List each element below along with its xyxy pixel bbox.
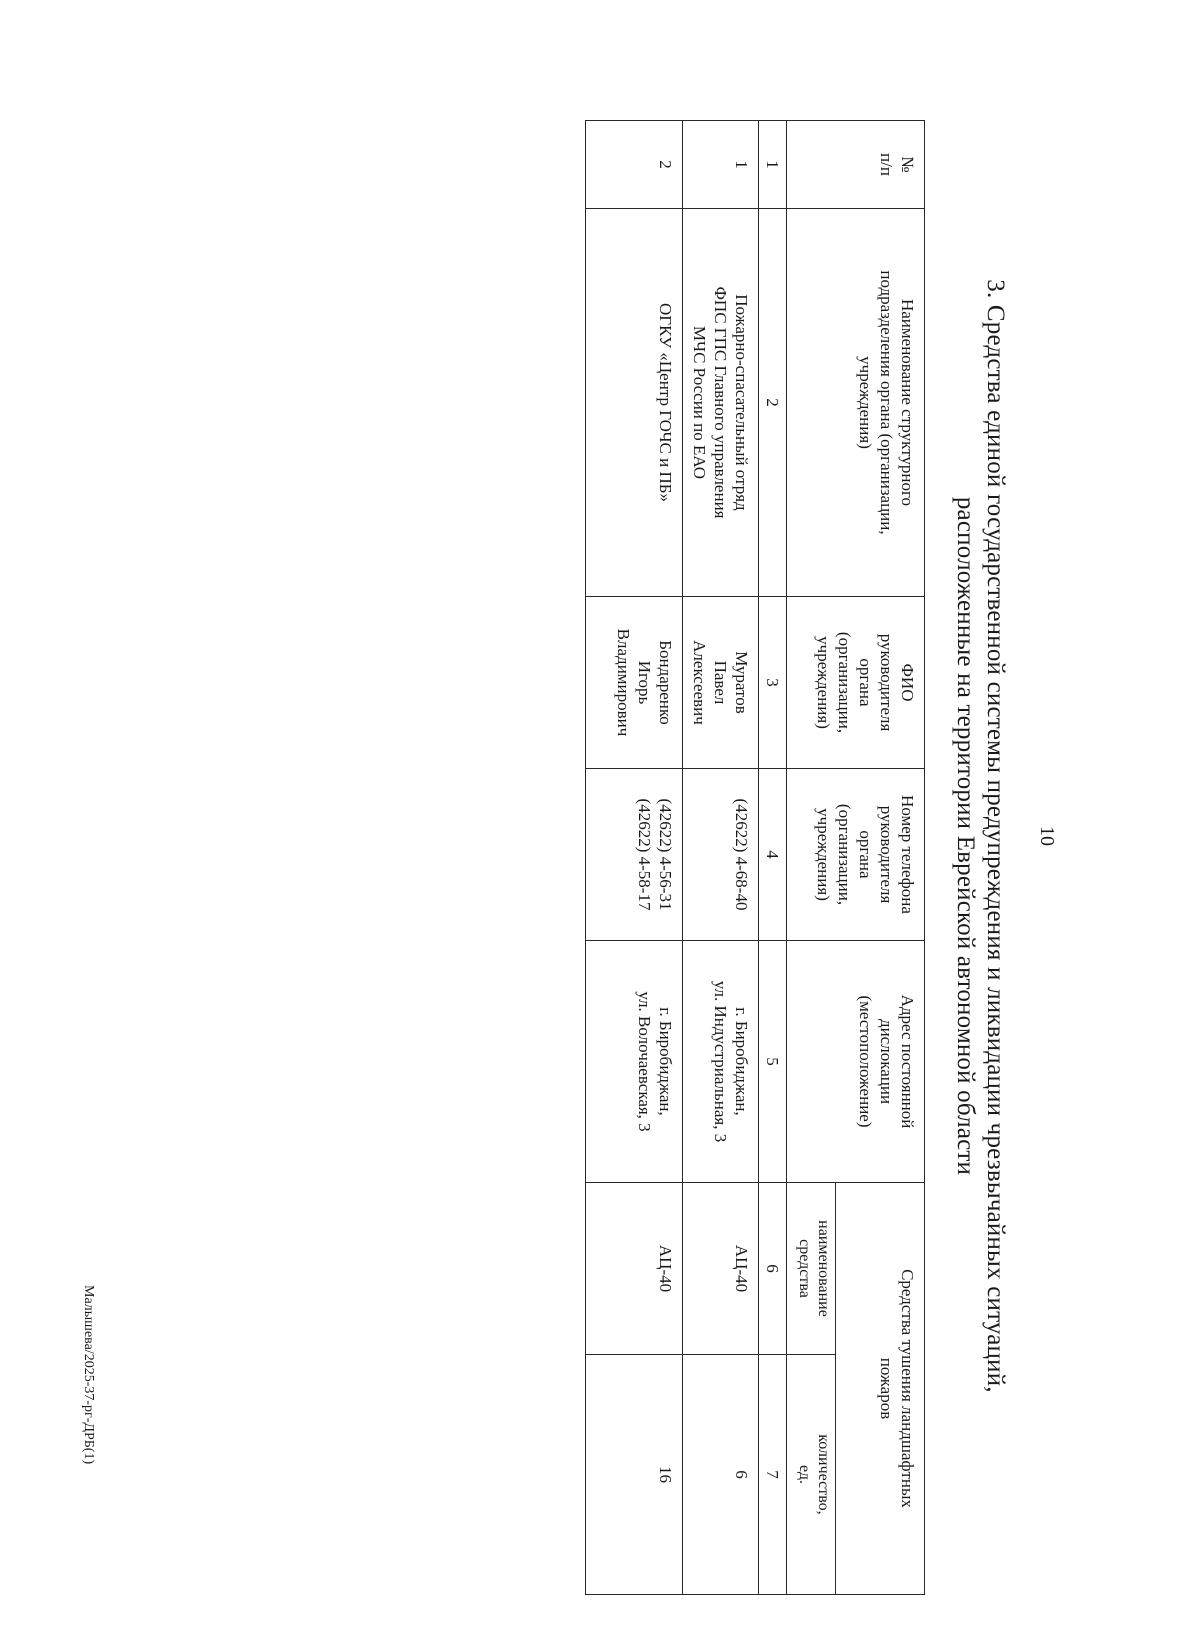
row-means-name: АЦ-40 bbox=[586, 1183, 683, 1355]
row-means-name: АЦ-40 bbox=[683, 1183, 759, 1355]
row-address: г. Биробиджан, ул. Волочаевская, 3 bbox=[586, 941, 683, 1183]
row-num: 2 bbox=[586, 121, 683, 209]
row-org-name: ОГКУ «Центр ГОЧС и ПБ» bbox=[586, 209, 683, 597]
row-num: 1 bbox=[683, 121, 759, 209]
column-number: 7 bbox=[759, 1355, 787, 1595]
row-means-qty: 16 bbox=[586, 1355, 683, 1595]
row-head-fio: Бондаренко Игорь Владимирович bbox=[586, 597, 683, 769]
column-number: 3 bbox=[759, 597, 787, 769]
column-number: 1 bbox=[759, 121, 787, 209]
row-phone: (42622) 4-68-40 bbox=[683, 769, 759, 941]
document-footer-code: Малышева/2025-37-рг-ДРБ(1) bbox=[81, 1285, 96, 1465]
header-address: Адрес постоянной дислокации (местоположение) bbox=[787, 941, 925, 1183]
row-phone: (42622) 4-56-31 (42622) 4-58-17 bbox=[586, 769, 683, 941]
row-means-qty: 6 bbox=[683, 1355, 759, 1595]
row-head-fio: Муратов Павел Алексеевич bbox=[683, 597, 759, 769]
title-line-2: расположенные на территории Еврейской автономной области bbox=[952, 496, 979, 1176]
page-number: 10 bbox=[1036, 826, 1058, 846]
header-org-name: Наименование структурного подразделения органа (организации, учреждения) bbox=[787, 209, 925, 597]
row-org-name: Пожарно-спасательный отряд ФПС ГПС Главного управления МЧС России по ЕАО bbox=[683, 209, 759, 597]
header-means-qty: количество, ед. bbox=[787, 1355, 836, 1595]
header-means-name: наименование средства bbox=[787, 1183, 836, 1355]
column-numbers-row bbox=[759, 121, 787, 1595]
title-line-1: 3. Средства единой государственной системы предупреждения и ликвидации чрезвычайных ситуаций, bbox=[982, 279, 1009, 1393]
table-header-row bbox=[836, 121, 925, 1595]
column-number: 5 bbox=[759, 941, 787, 1183]
section-title bbox=[950, 200, 1010, 1472]
column-number: 2 bbox=[759, 209, 787, 597]
table-row bbox=[586, 121, 683, 1595]
row-address: г. Биробиджан, ул. Индустриальная, 3 bbox=[683, 941, 759, 1183]
header-head-fio: ФИО руководителя органа (организации, учреждения) bbox=[787, 597, 925, 769]
emergency-means-table bbox=[585, 120, 925, 1595]
header-phone: Номер телефона руководителя органа (организации, учреждения) bbox=[787, 769, 925, 941]
column-number: 6 bbox=[759, 1183, 787, 1355]
table-row bbox=[683, 121, 759, 1595]
header-means: Средства тушения ландшафтных пожаров bbox=[836, 1183, 925, 1595]
header-num: № п/п bbox=[787, 121, 925, 209]
column-number: 4 bbox=[759, 769, 787, 941]
